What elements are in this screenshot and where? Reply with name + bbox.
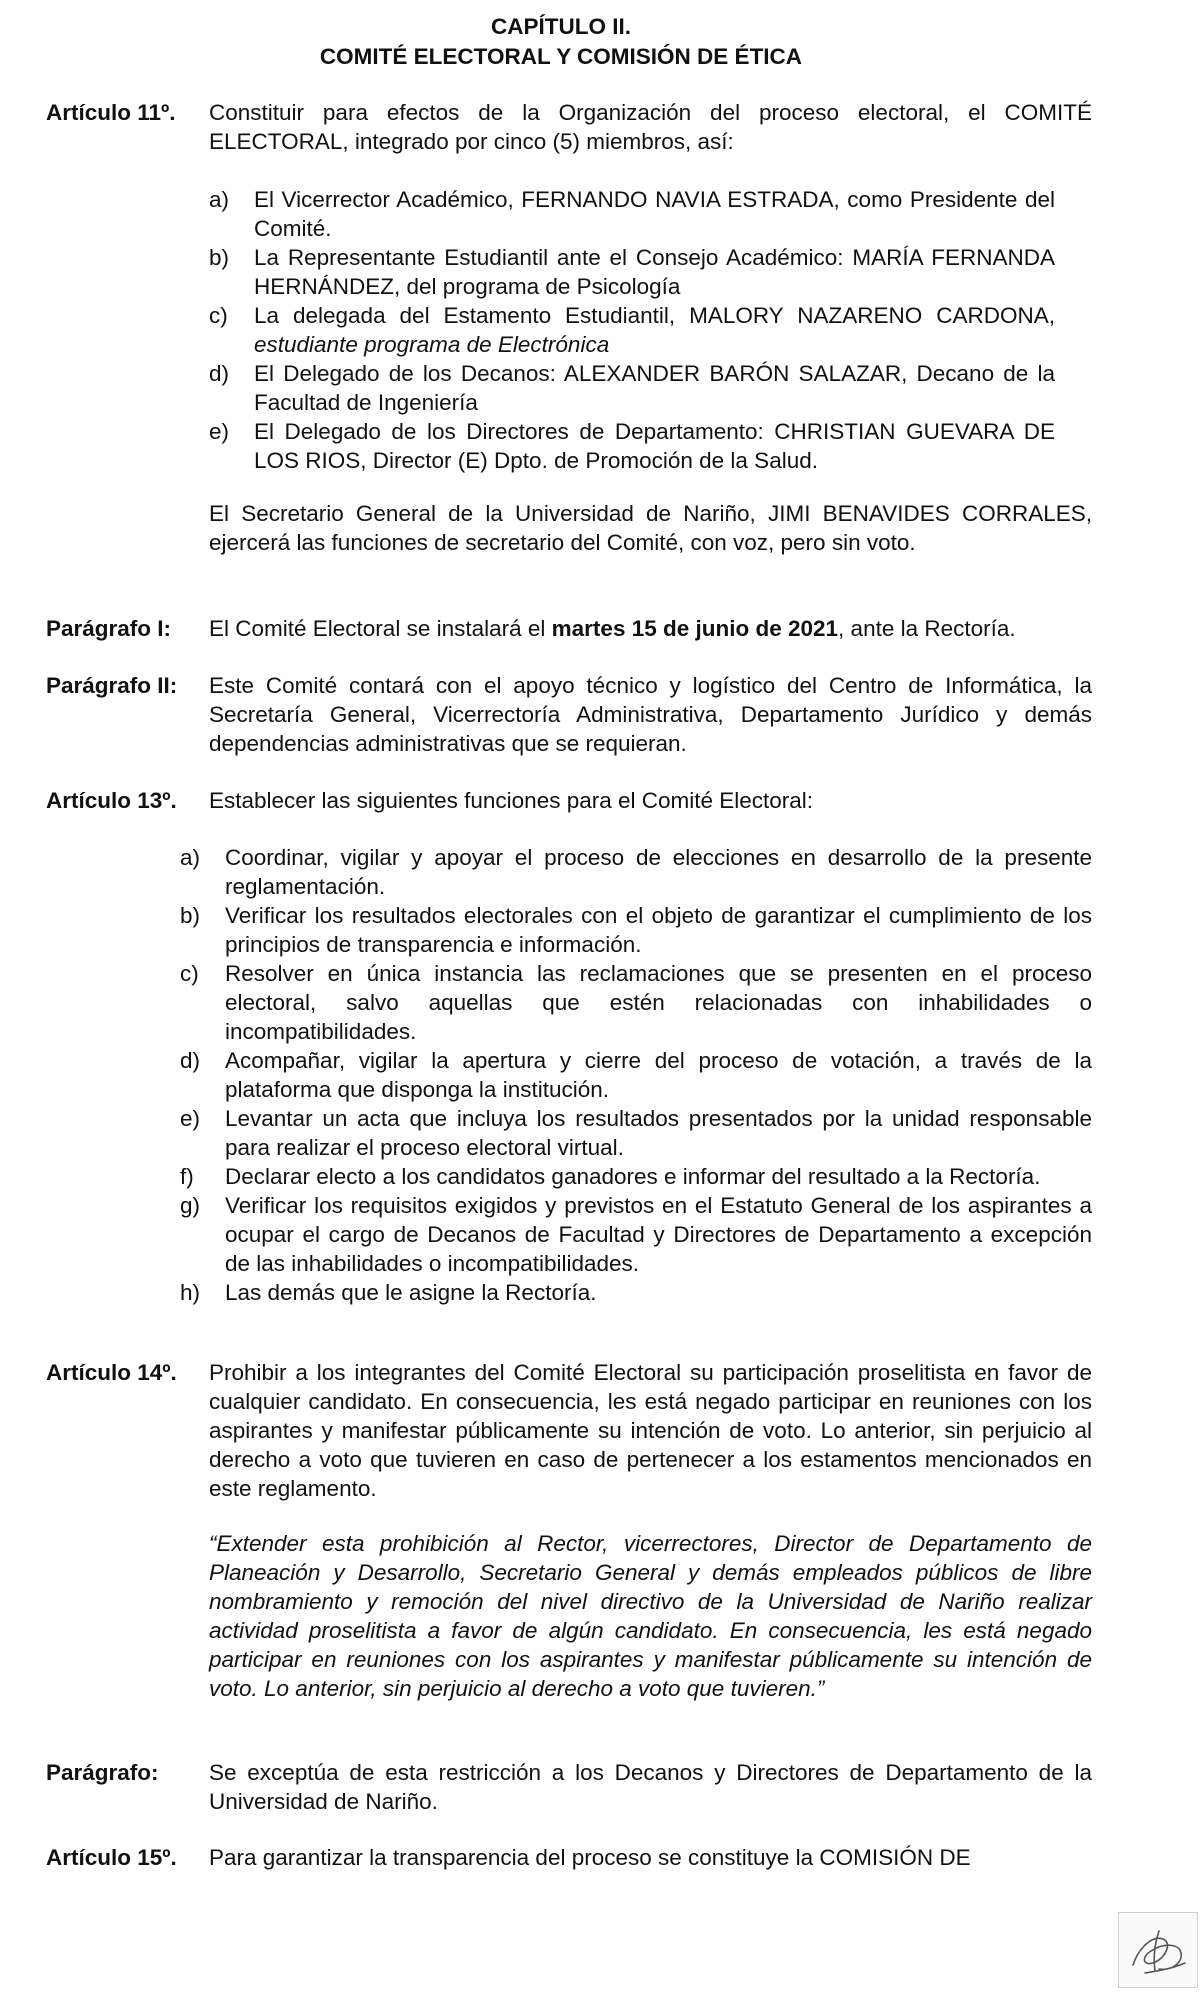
article-14-quote	[46, 1529, 1092, 1703]
list-item-text: Levantar un acta que incluya los resultados presentados por la unidad responsable para realizar el proceso electoral virtual.	[225, 1106, 1092, 1160]
list-item	[180, 1162, 1092, 1191]
list-item	[180, 1104, 1092, 1162]
list-item-text: Resolver en única instancia las reclamaciones que se presenten en el proceso electoral, salvo aquellas que estén relacionadas con inhabilidades o incompatibilidades.	[225, 961, 1092, 1044]
paragraph-1-text-end: , ante la Rectoría.	[838, 616, 1016, 641]
paragraph-2	[46, 671, 1092, 758]
list-item-text: El Delegado de los Decanos: ALEXANDER BARÓN SALAZAR, Decano de la Facultad de Ingeniería	[254, 361, 1055, 415]
list-item-text: Acompañar, vigilar la apertura y cierre del proceso de votación, a través de la plataforma que disponga la institución.	[225, 1048, 1092, 1102]
list-marker: e)	[180, 1106, 201, 1131]
paragraph-1-text	[209, 614, 1092, 643]
list-item-text: Verificar los resultados electorales con el objeto de garantizar el cumplimiento de los principios de transparencia e información.	[225, 903, 1092, 957]
article-15	[46, 1843, 1092, 1872]
paragraph-3	[46, 1758, 1092, 1816]
article-14-text: Prohibir a los integrantes del Comité Electoral su participación proselitista en favor de cualquier candidato. En consecuencia, les está negado participar en reuniones con los aspirantes y manifestar públicamente su intención de voto. Lo anterior, sin perjuicio al derecho a voto que tuvieren en caso de pertenecer a los estamentos mencionados en este reglamento.	[209, 1360, 1092, 1501]
article-15-label: Artículo 15º.	[46, 1845, 177, 1870]
article-11-closing	[46, 499, 1092, 557]
article-13	[46, 786, 1092, 815]
paragraph-1	[46, 614, 1092, 643]
paragraph-2-label: Parágrafo II:	[46, 673, 178, 698]
paragraph-1-date: martes 15 de junio de 2021	[551, 616, 839, 641]
signature-icon	[1119, 1913, 1197, 1987]
article-13-function-list	[180, 843, 1092, 1307]
paragraph-2-text: Este Comité contará con el apoyo técnico y logístico del Centro de Informática, la Secretaría General, Vicerrectoría Administrativa, Departamento Jurídico y demás dependencias administrativas que se requieran.	[209, 673, 1092, 756]
list-item-text: Verificar los requisitos exigidos y previstos en el Estatuto General de los aspirantes a ocupar el cargo de Decanos de Facultad y Directores de Departamento a excepción de las inhabilidades o incompatibilidades.	[225, 1193, 1092, 1276]
list-item-text: La Representante Estudiantil ante el Consejo Académico: MARÍA FERNANDA HERNÁNDEZ, del programa de Psicología	[254, 245, 1055, 299]
article-11-member-list	[209, 185, 1055, 475]
article-11-label: Artículo 11º.	[46, 100, 176, 125]
list-item-text: Las demás que le asigne la Rectoría.	[225, 1280, 597, 1305]
list-item	[180, 843, 1092, 901]
article-14-label: Artículo 14º.	[46, 1360, 177, 1385]
article-11	[46, 98, 1092, 156]
list-item	[180, 1046, 1092, 1104]
list-item	[180, 901, 1092, 959]
article-13-label: Artículo 13º.	[46, 788, 177, 813]
chapter-subtitle: COMITÉ ELECTORAL Y COMISIÓN DE ÉTICA	[319, 44, 803, 69]
signature-stamp	[1118, 1912, 1198, 1988]
paragraph-1-label: Parágrafo I:	[46, 616, 172, 641]
list-item	[209, 359, 1055, 417]
list-item-italic-text: estudiante programa de Electrónica	[254, 332, 610, 357]
article-11-closing-text: El Secretario General de la Universidad de Nariño, JIMI BENAVIDES CORRALES, ejercerá las funciones de secretario del Comité, con voz, pero sin voto.	[209, 501, 1092, 555]
list-marker: b)	[180, 903, 201, 928]
article-11-text: Constituir para efectos de la Organización del proceso electoral, el COMITÉ ELECTORAL, integrado por cinco (5) miembros, así:	[209, 100, 1092, 154]
list-marker: h)	[180, 1280, 201, 1305]
list-marker: a)	[209, 187, 230, 212]
list-item	[180, 1278, 1092, 1307]
paragraph-3-label: Parágrafo:	[46, 1760, 159, 1785]
chapter-title: CAPÍTULO II.	[491, 14, 631, 39]
list-item-text: El Delegado de los Directores de Departamento: CHRISTIAN GUEVARA DE LOS RIOS, Director (E) Dpto. de Promoción de la Salud.	[254, 419, 1055, 473]
list-item-text: El Vicerrector Académico, FERNANDO NAVIA ESTRADA, como Presidente del Comité.	[254, 187, 1055, 241]
list-marker: c)	[209, 303, 228, 328]
list-marker: g)	[180, 1193, 201, 1218]
list-marker: f)	[180, 1164, 194, 1189]
article-14	[46, 1358, 1092, 1503]
article-14-quote-text: “Extender esta prohibición al Rector, vicerrectores, Director de Departamento de Planeación y Desarrollo, Secretario General y demás empleados públicos de libre nombramiento y remoción del nivel directivo de la Universidad de Nariño realizar actividad proselitista a favor de algún candidato. En consecuencia, les está negado participar en reuniones con los aspirantes y manifestar públicamente su intención de voto. Lo anterior, sin perjuicio al derecho a voto que tuvieren.”	[209, 1531, 1092, 1701]
list-item	[209, 243, 1055, 301]
list-item-text: Declarar electo a los candidatos ganadores e informar del resultado a la Rectoría.	[225, 1164, 1041, 1189]
list-item	[209, 185, 1055, 243]
list-item	[209, 417, 1055, 475]
list-item-text: Coordinar, vigilar y apoyar el proceso de elecciones en desarrollo de la presente reglamentación.	[225, 845, 1092, 899]
list-item-text: La delegada del Estamento Estudiantil, MALORY NAZARENO CARDONA,	[254, 303, 1055, 328]
list-marker: c)	[180, 961, 199, 986]
list-item	[180, 1191, 1092, 1278]
list-marker: b)	[209, 245, 230, 270]
paragraph-1-text-start: El Comité Electoral se instalará el	[209, 616, 552, 641]
list-marker: d)	[209, 361, 230, 386]
list-marker: d)	[180, 1048, 201, 1073]
list-item	[180, 959, 1092, 1046]
article-15-text: Para garantizar la transparencia del proceso se constituye la COMISIÓN DE	[209, 1845, 971, 1870]
paragraph-3-text: Se exceptúa de esta restricción a los Decanos y Directores de Departamento de la Universidad de Nariño.	[209, 1760, 1092, 1814]
list-marker: e)	[209, 419, 230, 444]
list-item	[209, 301, 1055, 359]
list-marker: a)	[180, 845, 201, 870]
article-13-text: Establecer las siguientes funciones para el Comité Electoral:	[209, 788, 814, 813]
